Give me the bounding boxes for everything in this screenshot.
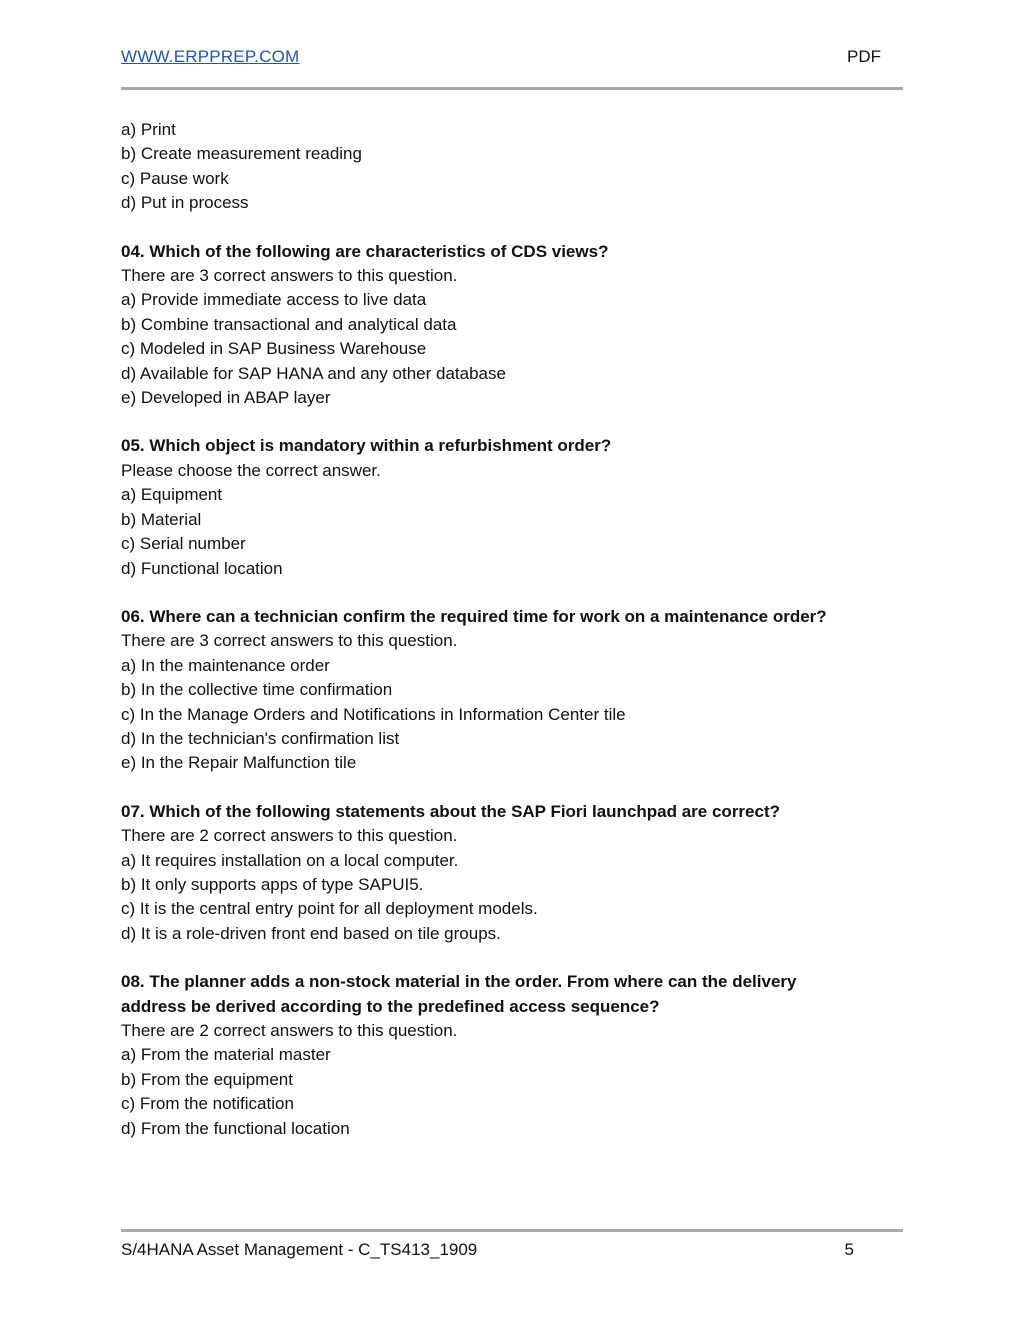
question-text: 05. Which object is mandatory within a refurbishment order?: [121, 436, 612, 456]
answer-option: c) Modeled in SAP Business Warehouse: [121, 339, 427, 359]
answer-option: a) It requires installation on a local computer.: [121, 850, 459, 870]
answer-option: d) Functional location: [121, 558, 283, 578]
question-03-options: [121, 118, 903, 216]
question-08: [121, 970, 903, 1141]
answer-option: d) Available for SAP HANA and any other database: [121, 363, 506, 383]
answer-option: b) Material: [121, 509, 202, 529]
answer-option: d) From the functional location: [121, 1118, 350, 1138]
header-format-label: PDF: [847, 47, 881, 66]
answer-option: a) Provide immediate access to live data: [121, 290, 427, 310]
answer-option: c) From the notification: [121, 1094, 294, 1114]
question-text: 06. Where can a technician confirm the required time for work on a maintenance order?: [121, 606, 827, 626]
question-07: [121, 800, 903, 946]
answer-option: b) Create measurement reading: [121, 144, 362, 164]
page-footer: [121, 1240, 903, 1268]
question-04: [121, 240, 903, 411]
question-instruction: There are 2 correct answers to this question.: [121, 1021, 458, 1040]
answer-option: d) Put in process: [121, 193, 249, 213]
question-instruction: Please choose the correct answer.: [121, 460, 381, 480]
question-text-line-2: address be derived according to the predefined access sequence?: [121, 996, 660, 1016]
answer-option: e) Developed in ABAP layer: [121, 388, 331, 408]
header-divider: [121, 87, 903, 90]
question-instruction: There are 3 correct answers to this question.: [121, 631, 458, 651]
footer-title: S/4HANA Asset Management - C_TS413_1909: [121, 1240, 478, 1259]
question-06: [121, 605, 903, 776]
answer-option: b) Combine transactional and analytical data: [121, 314, 457, 334]
page-header: [121, 47, 903, 75]
question-text-line-1: 08. The planner adds a non-stock material in the order. From where can the delivery: [121, 972, 797, 992]
answer-option: e) In the Repair Malfunction tile: [121, 753, 357, 773]
answer-option: c) Pause work: [121, 168, 229, 188]
question-text: 04. Which of the following are characteristics of CDS views?: [121, 241, 609, 261]
question-instruction: There are 2 correct answers to this question.: [121, 826, 458, 846]
question-text: 07. Which of the following statements about the SAP Fiori launchpad are correct?: [121, 801, 780, 821]
footer-divider: [121, 1229, 903, 1232]
page-number: 5: [844, 1240, 854, 1259]
answer-option: d) It is a role-driven front end based on tile groups.: [121, 923, 501, 943]
answer-option: c) Serial number: [121, 534, 246, 554]
document-body: [121, 118, 903, 1141]
answer-option: b) It only supports apps of type SAPUI5.: [121, 874, 424, 894]
question-05: [121, 434, 903, 580]
answer-option: b) From the equipment: [121, 1069, 293, 1089]
website-link[interactable]: WWW.ERPPREP.COM: [121, 47, 300, 66]
answer-option: c) In the Manage Orders and Notifications in Information Center tile: [121, 704, 626, 724]
answer-option: a) Equipment: [121, 485, 223, 505]
answer-option: a) From the material master: [121, 1045, 331, 1065]
answer-option: c) It is the central entry point for all deployment models.: [121, 899, 538, 919]
answer-option: d) In the technician's confirmation list: [121, 728, 400, 748]
answer-option: b) In the collective time confirmation: [121, 680, 393, 700]
answer-option: a) In the maintenance order: [121, 655, 330, 675]
answer-option: a) Print: [121, 120, 176, 139]
question-instruction: There are 3 correct answers to this question.: [121, 266, 458, 286]
